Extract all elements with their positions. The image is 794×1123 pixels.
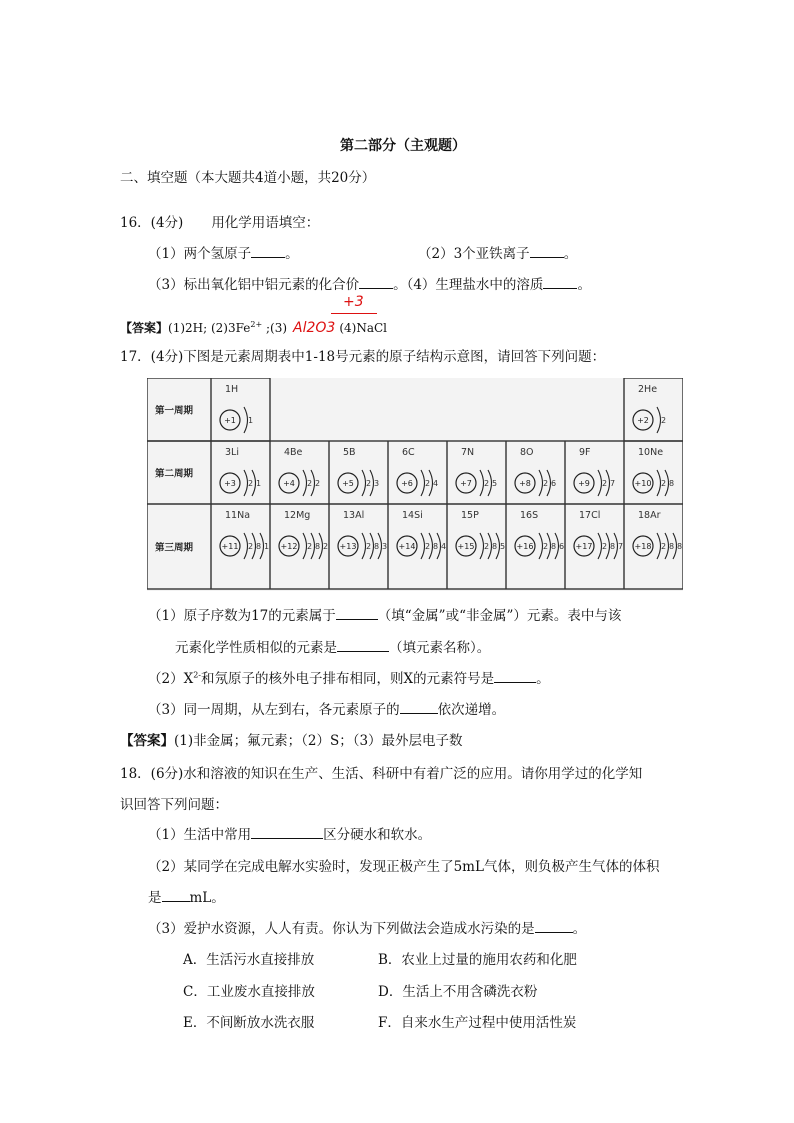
nuclear-charge: +7 xyxy=(460,479,472,488)
shell-electron-count: 7 xyxy=(610,479,616,488)
answer-label: 【答案】 xyxy=(120,733,174,749)
q17-sub-1d-text: （填元素名称）。 xyxy=(389,640,491,656)
q17-sub-1b xyxy=(175,636,490,656)
nuclear-charge: +10 xyxy=(634,479,652,488)
nuclear-charge: +17 xyxy=(575,542,593,551)
shell-electron-count: 8 xyxy=(374,542,380,551)
q18-sub-2b xyxy=(148,886,225,906)
electron-shell-arc xyxy=(657,470,661,496)
nuclear-charge: +11 xyxy=(221,542,239,551)
element-name: 5B xyxy=(343,447,356,458)
electron-shell-arc xyxy=(303,470,307,496)
q18-sub-1 xyxy=(148,823,431,843)
answer-blank[interactable] xyxy=(359,276,393,289)
q17-sub-1c-text: 元素化学性质相似的元素是 xyxy=(175,640,337,656)
electron-shell-arc xyxy=(539,470,543,496)
answer-blank[interactable] xyxy=(336,607,378,620)
option-a[interactable]: A．生活污水直接排放 xyxy=(183,952,315,968)
shell-electron-count: 2 xyxy=(366,542,372,551)
answer-blank[interactable] xyxy=(535,920,573,933)
electron-shell-arc xyxy=(657,533,661,559)
periodic-table-figure xyxy=(147,378,683,591)
q16-answer-b: ;(3) xyxy=(262,321,288,335)
q17-sub-2a-text: （2）X xyxy=(148,671,194,687)
nuclear-charge: +13 xyxy=(339,542,357,551)
valence-bar xyxy=(331,313,377,314)
shell-electron-count: 8 xyxy=(315,542,321,551)
alumina-formula: Al2O3 xyxy=(293,320,336,336)
part-title: 第二部分（主观题） xyxy=(340,138,466,154)
q16-item-1 xyxy=(148,242,299,262)
shell-electron-count: 2 xyxy=(661,479,667,488)
q17-sub-2 xyxy=(148,667,550,687)
shell-electron-count: 8 xyxy=(492,542,498,551)
option-d[interactable]: D．生活上不用含磷洗衣粉 xyxy=(378,984,538,1000)
shell-electron-count: 5 xyxy=(492,479,498,488)
q17-sub-2-sup: 2- xyxy=(193,670,201,680)
shell-electron-count: 2 xyxy=(661,416,667,425)
q16-answer-a: (1)2H; (2)3Fe xyxy=(168,321,251,335)
electron-shell-arc xyxy=(480,470,484,496)
answer-blank[interactable] xyxy=(251,826,323,839)
electron-shell-arc xyxy=(421,533,425,559)
shell-electron-count: 2 xyxy=(307,542,313,551)
nuclear-charge: +14 xyxy=(398,542,416,551)
q18-sub-3-end: 。 xyxy=(572,921,587,937)
electron-shell-arc xyxy=(539,533,543,559)
electron-shell-arc xyxy=(244,533,248,559)
answer-blank[interactable] xyxy=(162,889,190,902)
answer-blank[interactable] xyxy=(337,639,389,652)
answer-blank[interactable] xyxy=(251,245,285,258)
option-b[interactable]: B．农业上过量的施用农药和化肥 xyxy=(378,952,577,968)
answer-blank[interactable] xyxy=(400,701,438,714)
shell-electron-count: 3 xyxy=(382,542,388,551)
q18-sub-3 xyxy=(148,917,586,937)
electron-shell-arc xyxy=(244,470,248,496)
shell-electron-count: 1 xyxy=(264,542,270,551)
shell-electron-count: 2 xyxy=(484,479,490,488)
q18-sub-2a: （2）某同学在完成电解水实验时，发现正极产生了5mL气体，则负极产生气体的体积 xyxy=(148,859,660,875)
shell-electron-count: 1 xyxy=(248,416,254,425)
electron-shell-arc xyxy=(480,533,484,559)
answer-blank[interactable] xyxy=(530,245,564,258)
q18-sub-2c-text: mL。 xyxy=(189,890,225,906)
shell-electron-count: 8 xyxy=(256,542,262,551)
electron-shell-arc xyxy=(362,533,366,559)
shell-electron-count: 2 xyxy=(307,479,313,488)
shell-electron-count: 4 xyxy=(441,542,447,551)
element-name: 11Na xyxy=(225,510,251,521)
shell-electron-count: 8 xyxy=(669,479,675,488)
element-name: 1H xyxy=(225,384,239,395)
electron-shell-arc xyxy=(362,470,366,496)
period-label: 第三周期 xyxy=(155,542,194,554)
q16-item-4-end: 。 xyxy=(577,277,591,293)
nuclear-charge: +12 xyxy=(280,542,298,551)
shell-electron-count: 8 xyxy=(669,542,675,551)
q16-item-2-text: （2）3个亚铁离子 xyxy=(418,246,530,262)
shell-electron-count: 6 xyxy=(551,479,557,488)
q16-text: 用化学用语填空： xyxy=(211,215,320,231)
q16-item-2-end: 。 xyxy=(563,246,578,262)
q16-item-3-4 xyxy=(148,273,591,293)
shell-electron-count: 7 xyxy=(618,542,624,551)
electron-shell-arc xyxy=(303,533,307,559)
element-name: 12Mg xyxy=(284,510,311,521)
q16-item-4-text: （4）生理盐水中的溶质 xyxy=(406,277,544,293)
q16-item-2 xyxy=(418,242,577,262)
nuclear-charge: +15 xyxy=(457,542,475,551)
nuclear-charge: +1 xyxy=(224,416,236,425)
shell-electron-count: 2 xyxy=(543,479,549,488)
q17-sub-2-end: 。 xyxy=(536,671,550,687)
element-name: 3Li xyxy=(225,447,239,458)
q16-item-1-text: （1）两个氢原子 xyxy=(148,246,252,262)
q17-sub-3a-text: （3）同一周期，从左到右，各元素原子的 xyxy=(148,702,400,718)
element-name: 7N xyxy=(461,447,475,458)
element-name: 2He xyxy=(638,384,658,395)
shell-electron-count: 2 xyxy=(425,542,431,551)
shell-electron-count: 2 xyxy=(425,479,431,488)
shell-electron-count: 2 xyxy=(661,542,667,551)
q16-stem xyxy=(120,211,319,231)
shell-electron-count: 1 xyxy=(256,479,262,488)
element-name: 9F xyxy=(579,447,591,458)
electron-shell-arc xyxy=(598,470,602,496)
q16-number: 16．(4分) xyxy=(120,215,184,231)
shell-electron-count: 2 xyxy=(315,479,321,488)
q17-sub-1a-text: （1）原子序数为17的元素属于 xyxy=(148,608,336,624)
nuclear-charge: +16 xyxy=(516,542,534,551)
q17-stem: 17．(4分)下图是元素周期表中1-18号元素的原子结构示意图，请回答下列问题： xyxy=(120,349,606,365)
electron-shell-arc xyxy=(421,470,425,496)
nuclear-charge: +18 xyxy=(634,542,652,551)
q18-sub-3a-text: （3）爱护水资源，人人有责。你认为下列做法会造成水污染的是 xyxy=(148,921,535,937)
q17-answer xyxy=(120,729,463,749)
element-name: 8O xyxy=(520,447,534,458)
q16-item-3-text: （3）标出氧化铝中铝元素的化合价 xyxy=(148,277,360,293)
q17-sub-1b-text: （填“金属”或“非金属”）元素。表中与该 xyxy=(377,608,622,624)
shell-electron-count: 2 xyxy=(602,542,608,551)
nuclear-charge: +2 xyxy=(637,416,649,425)
shell-electron-count: 2 xyxy=(543,542,549,551)
q16-answer-sup: 2+ xyxy=(250,320,263,329)
nuclear-charge: +8 xyxy=(519,479,531,488)
answer-blank[interactable] xyxy=(494,670,536,683)
element-name: 18Ar xyxy=(638,510,661,521)
shell-electron-count: 4 xyxy=(433,479,439,488)
q18-sub-1b-text: 区分硬水和软水。 xyxy=(323,827,432,843)
q16-item-1-end: 。 xyxy=(285,246,299,262)
element-name: 17Cl xyxy=(579,510,601,521)
electron-shell-arc xyxy=(657,407,661,433)
element-name: 13Al xyxy=(343,510,365,521)
element-name: 16S xyxy=(520,510,539,521)
q17-sub-3b-text: 依次递增。 xyxy=(437,702,506,718)
option-e[interactable]: E．不间断放水洗衣服 xyxy=(183,1015,315,1031)
q18-sub-1a-text: （1）生活中常用 xyxy=(148,827,252,843)
shell-electron-count: 2 xyxy=(484,542,490,551)
shell-electron-count: 2 xyxy=(248,542,254,551)
q18-stem-2: 识回答下列问题： xyxy=(120,797,228,813)
section-heading: 二、填空题（本大题共4道小题，共20分） xyxy=(120,170,376,186)
element-name: 10Ne xyxy=(638,447,664,458)
electron-shell-arc xyxy=(598,533,602,559)
answer-blank[interactable] xyxy=(543,276,577,289)
nuclear-charge: +3 xyxy=(224,479,236,488)
element-name: 6C xyxy=(402,447,415,458)
option-c[interactable]: C．工业废水直接排放 xyxy=(183,984,315,1000)
nuclear-charge: +6 xyxy=(401,479,413,488)
valence-mark: +3 xyxy=(343,294,364,310)
shell-electron-count: 2 xyxy=(248,479,254,488)
period-label: 第二周期 xyxy=(155,468,194,480)
shell-electron-count: 8 xyxy=(551,542,557,551)
shell-electron-count: 8 xyxy=(677,542,683,551)
q17-sub-2b-text: 和氖原子的核外电子排布相同，则X的元素符号是 xyxy=(201,671,495,687)
q16-answer xyxy=(120,319,387,336)
shell-electron-count: 5 xyxy=(500,542,506,551)
shell-electron-count: 2 xyxy=(323,542,329,551)
electron-shell-arc xyxy=(244,407,248,433)
q16-answer-c: (4)NaCl xyxy=(339,321,388,335)
nuclear-charge: +5 xyxy=(342,479,354,488)
q17-sub-3 xyxy=(148,698,505,718)
shell-electron-count: 6 xyxy=(559,542,565,551)
answer-label: 【答案】 xyxy=(120,321,169,335)
element-name: 15P xyxy=(461,510,479,521)
q17-answer-text: (1)非金属；氟元素；（2）S；（3）最外层电子数 xyxy=(174,733,463,749)
q18-stem-1: 18．(6分)水和溶液的知识在生产、生活、科研中有着广泛的应用。请你用学过的化学知 xyxy=(120,766,643,782)
nuclear-charge: +9 xyxy=(578,479,590,488)
shell-electron-count: 3 xyxy=(374,479,380,488)
nuclear-charge: +4 xyxy=(283,479,295,488)
shell-electron-count: 8 xyxy=(610,542,616,551)
shell-electron-count: 2 xyxy=(602,479,608,488)
q16-item-3-end: 。 xyxy=(393,277,407,293)
table-cells xyxy=(155,384,682,559)
option-f[interactable]: F．自来水生产过程中使用活性炭 xyxy=(378,1015,577,1031)
element-name: 4Be xyxy=(284,447,303,458)
shell-electron-count: 2 xyxy=(366,479,372,488)
shell-electron-count: 8 xyxy=(433,542,439,551)
element-name: 14Si xyxy=(402,510,423,521)
q17-sub-1a xyxy=(148,604,621,624)
q18-sub-2b-text: 是 xyxy=(148,890,162,906)
period-label: 第一周期 xyxy=(155,405,194,417)
